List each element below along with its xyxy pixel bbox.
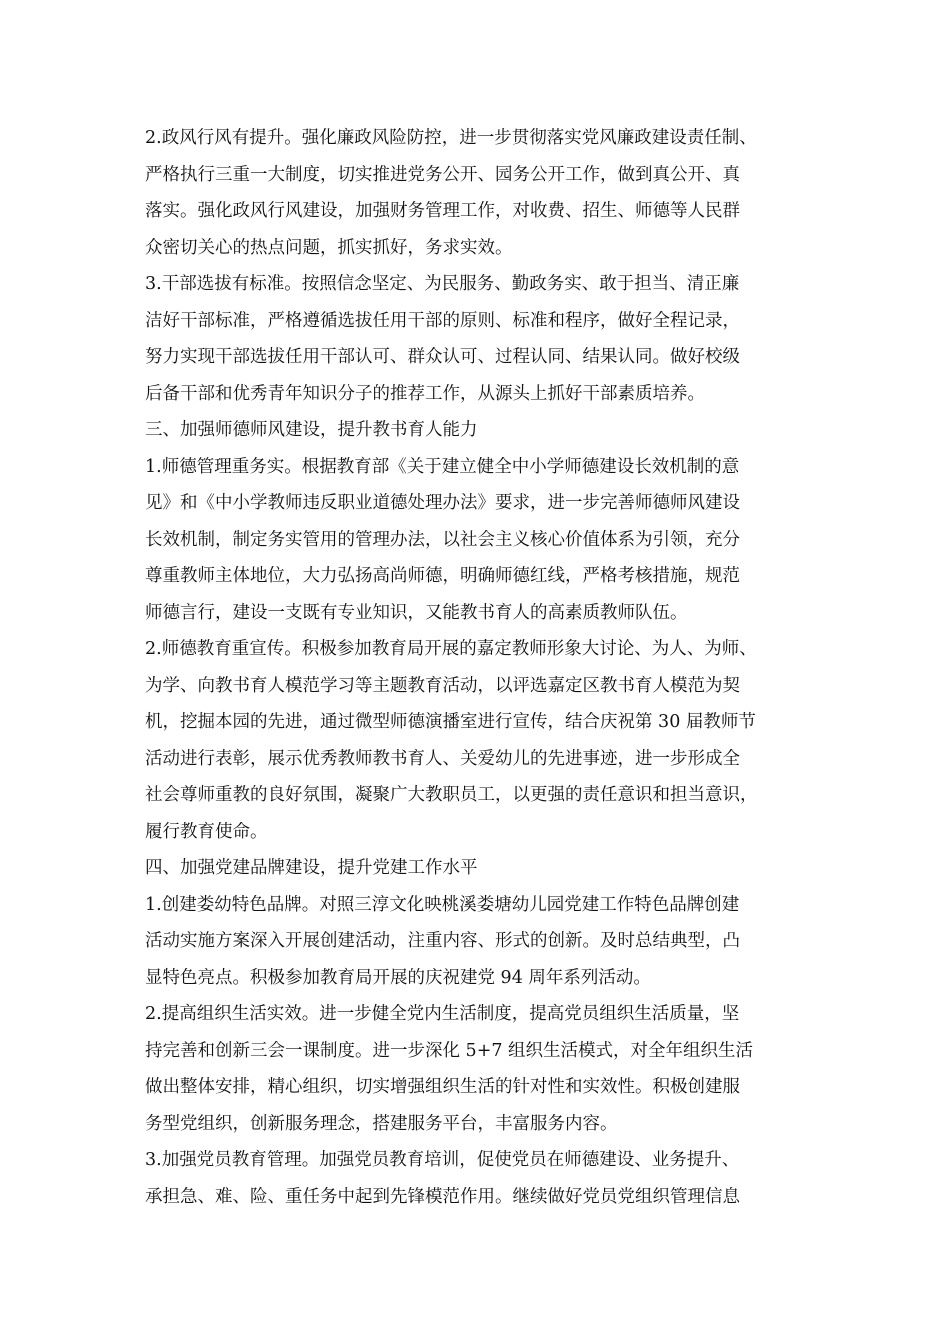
text-line: 洁好干部标准，严格遵循选拔任用干部的原则、标准和程序，做好全程记录， [145,310,740,331]
text-line: 落实。强化政风行风建设，加强财务管理工作，对收费、招生、师德等人民群 [145,201,740,221]
section-heading: 四、加强党建品牌建设，提升党建工作水平 [145,858,478,878]
text-line: 严格执行三重一大制度，切实推进党务公开、园务公开工作，做到真公开、真 [145,164,740,185]
text-line: 活动进行表彰，展示优秀教师教书育人、关爱幼儿的先进事迹，进一步形成全 [145,748,740,769]
text-line: 3.加强党员教育管理。加强党员教育培训，促使党员在师德建设、业务提升、 [145,1150,740,1170]
section-heading: 三、加强师德师风建设，提升教书育人能力 [145,420,478,440]
text-line: 见》和《中小学教师违反职业道德处理办法》要求，进一步完善师德师风建设 [145,493,740,513]
text-line: 履行教育使命。 [145,821,268,842]
text-line: 师德言行，建设一支既有专业知识，又能教书育人的高素质教师队伍。 [145,602,688,623]
document-body [145,120,815,1215]
text-line: 为学、向教书育人模范学习等主题教育活动，以评选嘉定区教书育人模范为契 [145,675,740,696]
text-line: 3.干部选拔有标准。按照信念坚定、为民服务、勤政务实、敢于担当、清正廉 [145,274,740,294]
text-line: 后备干部和优秀青年知识分子的推荐工作，从源头上抓好干部素质培养。 [145,383,705,404]
text-line: 社会尊师重教的良好氛围，凝聚广大教职员工，以更强的责任意识和担当意识， [145,785,758,805]
text-line: 务型党组织，创新服务理念，搭建服务平台，丰富服务内容。 [145,1113,618,1134]
text-line: 做出整体安排，精心组织，切实增强组织生活的针对性和实效性。积极创建服 [145,1077,740,1097]
text-line: 众密切关心的热点问题，抓实抓好，务求实效。 [145,237,513,258]
text-line: 2.提高组织生活实效。进一步健全党内生活制度，提高党员组织生活质量，坚 [145,1004,740,1024]
text-line: 长效机制，制定务实管用的管理办法，以社会主义核心价值体系为引领，充分 [145,529,740,550]
text-line: 1.师德管理重务实。根据教育部《关于建立健全中小学师德建设长效机制的意 [145,456,740,477]
text-line: 努力实现干部选拔任用干部认可、群众认可、过程认同、结果认同。做好校级 [145,347,740,367]
text-line: 承担急、难、险、重任务中起到先锋模范作用。继续做好党员党组织管理信息 [145,1186,740,1207]
text-line: 2.师德教育重宣传。积极参加教育局开展的嘉定教师形象大讨论、为人、为师、 [145,639,757,659]
text-line: 尊重教师主体地位，大力弘扬高尚师德，明确师德红线，严格考核措施，规范 [145,566,740,586]
text-line: 显特色亮点。积极参加教育局开展的庆祝建党 94 周年系列活动。 [145,967,651,988]
text-line: 活动实施方案深入开展创建活动，注重内容、形式的创新。及时总结典型，凸 [145,931,740,951]
text-line: 1.创建娄幼特色品牌。对照三淳文化映桃溪娄塘幼儿园党建工作特色品牌创建 [145,894,740,915]
text-line: 机，挖掘本园的先进，通过微型师德演播室进行宣传，结合庆祝第 30 届教师节 [145,712,756,732]
text-line: 持完善和创新三会一课制度。进一步深化 5+7 组织生活模式，对全年组织生活 [145,1040,754,1061]
text-line: 2.政风行风有提升。强化廉政风险防控，进一步贯彻落实党风廉政建设责任制、 [145,128,757,148]
